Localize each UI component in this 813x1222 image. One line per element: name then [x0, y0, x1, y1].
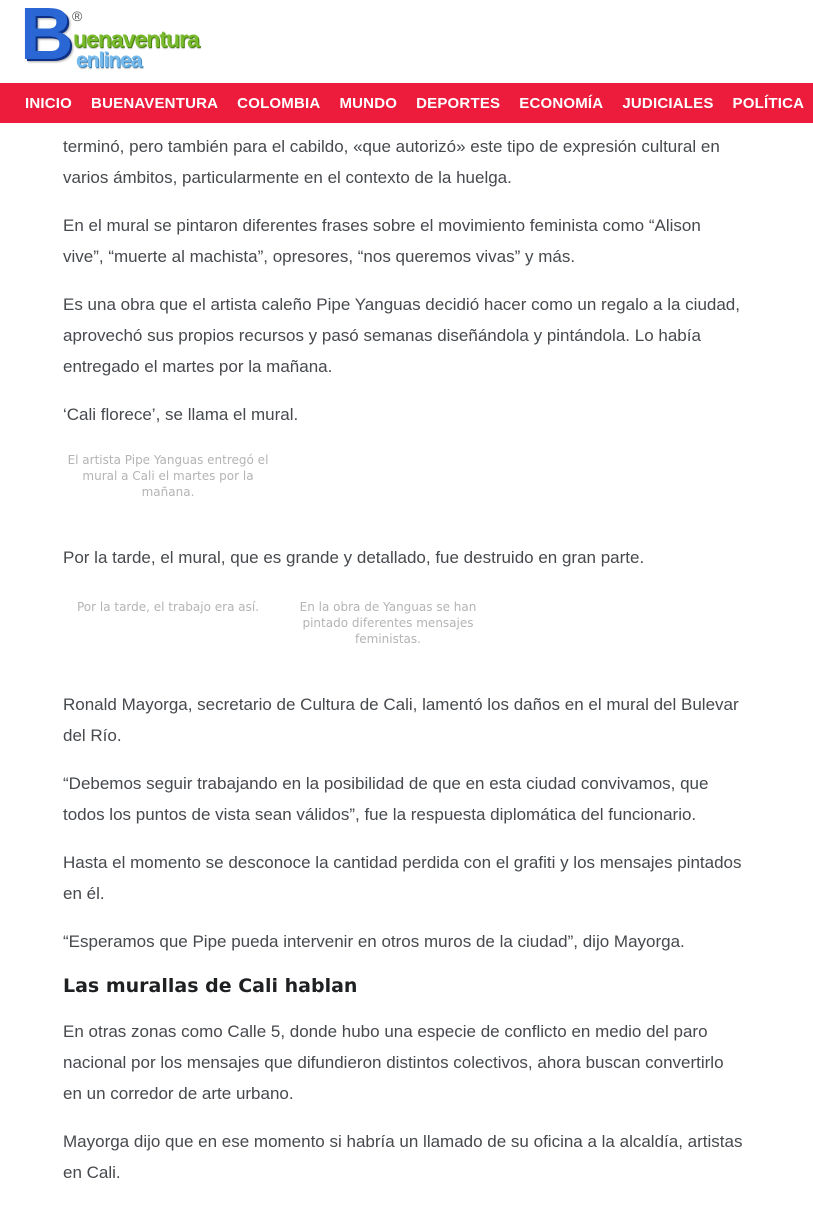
section-heading: Las murallas de Cali hablan [63, 975, 358, 997]
article-paragraph: Es una obra que el artista caleño Pipe Yanguas decidió hacer como un regalo a la ciudad, aprovechó sus propios recursos y pasó semanas diseñándola y pintándola. Lo había entregado el martes por la mañana. [63, 295, 740, 376]
article-paragraph: Mayorga dijo que en ese momento si habría un llamado de su oficina a la alcaldía, artistas en Cali. [63, 1132, 743, 1182]
image-figure-row [63, 599, 743, 647]
nav-item-inicio[interactable]: INICIO [25, 94, 73, 112]
image-figure [63, 452, 273, 500]
image-caption: Por la tarde, el trabajo era así. [76, 600, 260, 614]
article-paragraph: Por la tarde, el mural, que es grande y detallado, fue destruido en gran parte. [63, 548, 645, 567]
article-paragraph: ‘Cali florece’, se llama el mural. [63, 405, 299, 424]
nav-item-mundo[interactable]: MUNDO [339, 94, 398, 112]
article-paragraph: “Esperamos que Pipe pueda intervenir en otros muros de la ciudad”, dijo Mayorga. [63, 932, 685, 951]
logo-word-enlinea: enlinea [76, 49, 142, 72]
nav-item-deportes[interactable]: DEPORTES [416, 94, 501, 112]
site-header [0, 0, 813, 83]
image-caption: En la obra de Yanguas se han pintado diferentes mensajes feministas. [299, 600, 477, 646]
article-paragraph: Hasta el momento se desconoce la cantidad perdida con el grafiti y los mensajes pintados en él. [63, 853, 742, 903]
nav-item-buenaventura[interactable]: BUENAVENTURA [91, 94, 219, 112]
article-paragraph: “Debemos seguir trabajando en la posibilidad de que en esta ciudad convivamos, que todos los puntos de vista sean válidos”, fue la respuesta diplomática del funcionario. [63, 774, 709, 824]
logo-word-buenaventura: uenaventura [73, 26, 199, 52]
nav-item-judiciales[interactable]: JUDICIALES [622, 94, 714, 112]
image-figure [63, 599, 273, 647]
image-figure [283, 599, 493, 647]
article-paragraph: terminó, pero también para el cabildo, «que autorizó» este tipo de expresión cultural en varios ámbitos, particularmente en el contexto de la huelga. [63, 137, 720, 187]
article-body [0, 123, 813, 1188]
site-logo[interactable] [20, 0, 200, 83]
main-nav [0, 83, 813, 123]
logo-letter-b: B [20, 0, 72, 75]
article-paragraph: Ronald Mayorga, secretario de Cultura de Cali, lamentó los daños en el mural del Bulevar del Río. [63, 695, 739, 745]
article-paragraph: En el mural se pintaron diferentes frases sobre el movimiento feminista como “Alison vive”, “muerte al machista”, opresores, “nos queremos vivas” y más. [63, 216, 701, 266]
article-paragraph: En otras zonas como Calle 5, donde hubo una especie de conflicto en medio del paro nacional por los mensajes que difundieron distintos colectivos, ahora buscan convertirlo en un corredor de arte urbano. [63, 1022, 724, 1103]
registered-trademark-icon: ® [72, 8, 83, 24]
nav-item-colombia[interactable]: COLOMBIA [237, 94, 321, 112]
nav-item-economia[interactable]: ECONOMÍA [519, 94, 604, 112]
image-caption: El artista Pipe Yanguas entregó el mural a Cali el martes por la mañana. [67, 453, 269, 499]
nav-item-politica[interactable]: POLÍTICA [732, 94, 805, 112]
